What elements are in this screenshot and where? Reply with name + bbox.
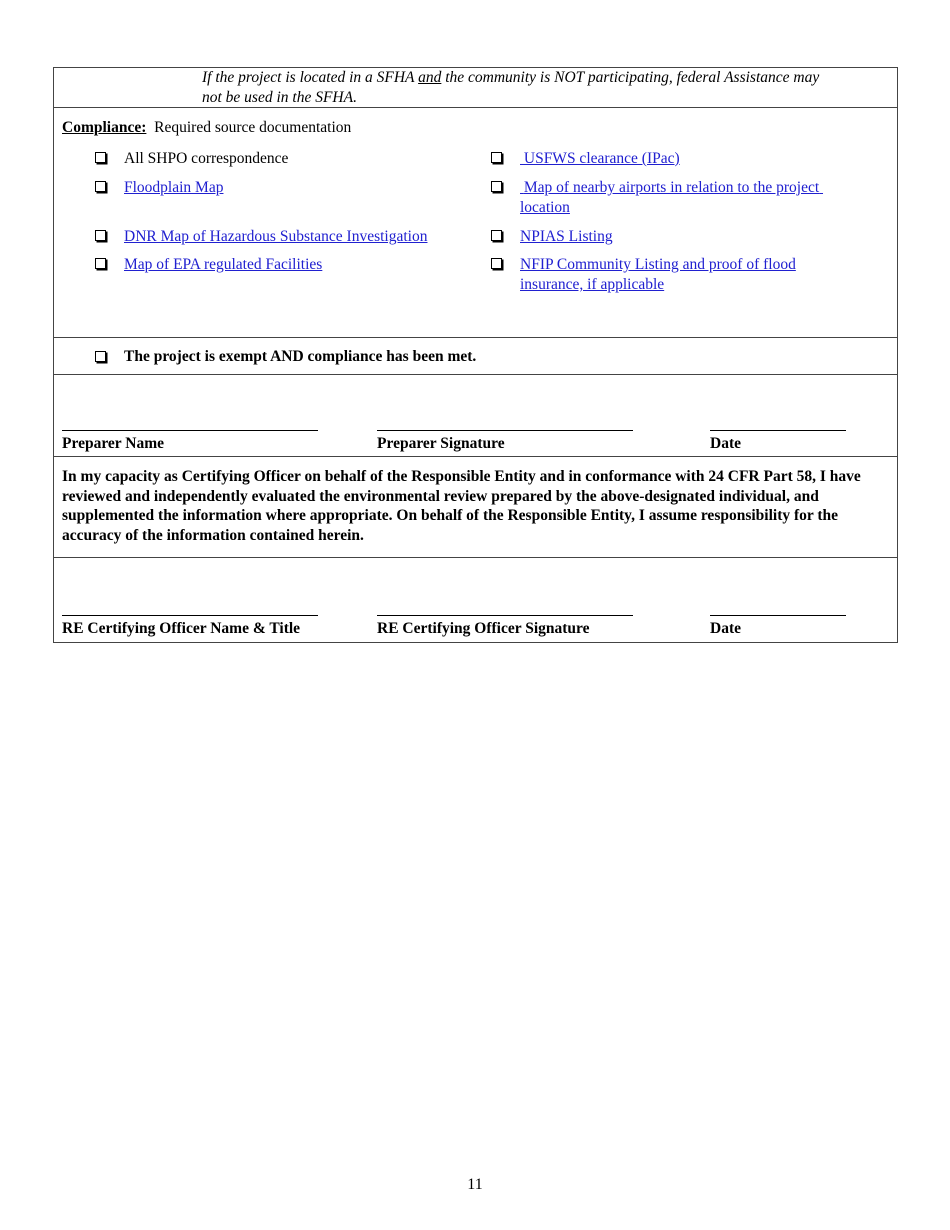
compliance-heading (62, 119, 351, 137)
link-epa-map[interactable]: Map of EPA regulated Facilities (124, 256, 323, 273)
preparer-signature-label: Preparer Signature (377, 435, 505, 452)
re-officer-date-label: Date (710, 620, 741, 637)
checkbox-epa-map[interactable] (95, 258, 106, 269)
re-officer-date-line[interactable] (710, 615, 846, 616)
re-officer-name-line[interactable] (62, 615, 318, 616)
certification-statement: In my capacity as Certifying Officer on behalf of the Responsible Entity and in conformance with 24 CFR Part 58, I have reviewed and independently evaluated the environmental review prepared by the above-designated individual, and supplemented the information where appropriate. On behalf of the Responsible Entity, I assume responsibility for the accuracy of the information contained herein. (62, 468, 861, 544)
re-officer-signature-section (54, 558, 897, 642)
checkbox-exempt[interactable] (95, 351, 106, 362)
preparer-date-label: Date (710, 435, 741, 452)
link-nfip-listing[interactable]: NFIP Community Listing and proof of flood insurance, if applicable (520, 256, 796, 293)
exempt-statement: The project is exempt AND compliance has been met. (124, 348, 477, 365)
preparer-signature-section (54, 375, 897, 457)
link-dnr-map[interactable]: DNR Map of Hazardous Substance Investigation (124, 228, 428, 245)
checkbox-nfip[interactable] (491, 258, 502, 269)
form-frame (53, 67, 898, 643)
checkbox-usfws[interactable] (491, 152, 502, 163)
checkbox-floodplain-map[interactable] (95, 181, 106, 192)
checkbox-airports-map[interactable] (491, 181, 502, 192)
compliance-description: Required source documentation (154, 119, 352, 136)
exempt-section (54, 338, 897, 375)
re-officer-name-label: RE Certifying Officer Name & Title (62, 620, 301, 637)
preparer-date-line[interactable] (710, 430, 846, 431)
compliance-section (54, 108, 897, 338)
link-airports-map[interactable]: Map of nearby airports in relation to the project location (520, 179, 824, 216)
preparer-signature-line[interactable] (377, 430, 633, 431)
link-usfws-clearance[interactable]: USFWS clearance (IPac) (520, 150, 680, 167)
certification-section (54, 457, 897, 558)
checkbox-npias[interactable] (491, 230, 502, 241)
sfha-note-text: If the project is located in a SFHA and the community is NOT participating, federal Assistance may not be used in the SFHA. (202, 69, 820, 106)
re-officer-signature-line[interactable] (377, 615, 633, 616)
preparer-name-line[interactable] (62, 430, 318, 431)
page-number: 11 (467, 1176, 483, 1193)
doc-item-shpo: All SHPO correspondence (124, 150, 289, 167)
sfha-note (54, 68, 897, 108)
re-officer-signature-label: RE Certifying Officer Signature (377, 620, 590, 637)
checkbox-dnr-map[interactable] (95, 230, 106, 241)
link-floodplain-map[interactable]: Floodplain Map (124, 179, 224, 196)
preparer-name-label: Preparer Name (62, 435, 165, 452)
link-npias-listing[interactable]: NPIAS Listing (520, 228, 613, 245)
checkbox-shpo[interactable] (95, 152, 106, 163)
compliance-label: Compliance: (62, 119, 147, 136)
